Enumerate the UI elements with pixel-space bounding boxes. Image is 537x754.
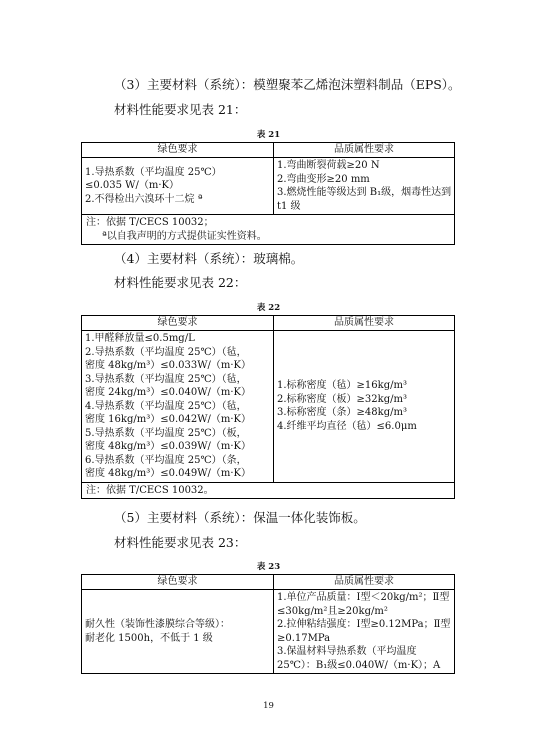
table-23-intro: 材料性能要求见表 23：	[114, 535, 247, 550]
table-22-green-line: 密度 16kg/m³）≤0.042W/（m·K）	[85, 414, 252, 425]
section-5-heading: （5）主要材料（系统）：保温一体化装饰板。	[114, 510, 366, 525]
table-23-quality-line: 1.单位产品质量：Ⅰ型＜20kg/m²；Ⅱ型	[277, 592, 450, 603]
section-3-heading: （3）主要材料（系统）：模塑聚苯乙烯泡沫塑料制品（EPS）。	[114, 77, 461, 92]
table-21-quality-line: t1 级	[277, 200, 301, 212]
table-21-quality-line: 2.弯曲变形≥20 mm	[277, 173, 370, 185]
table-21-green-line: 2.不得检出六溴环十二烷 ª	[85, 193, 203, 205]
section-4-heading: （4）主要材料（系统）：玻璃棉。	[114, 251, 304, 266]
table-22-green-line: 1.甲醛释放量≤0.5mg/L	[85, 333, 195, 344]
table-23-caption: 表 23	[256, 562, 281, 572]
table-21-header-quality: 品质属性要求	[274, 143, 455, 158]
table-23-green-line: 耐老化 1500h，不低于 1 级	[85, 632, 213, 644]
table-22-quality-line: 3.标称密度（条）≥48kg/m³	[277, 407, 407, 419]
table-21-green-cell	[82, 158, 274, 215]
table-21-note-footnote: ª以自我声明的方式提供证实性资料。	[102, 230, 267, 242]
table-21	[81, 142, 455, 245]
table-23-green-line: 耐久性（装饰性漆膜综合等级）：	[85, 619, 230, 630]
table-21-note-line: 注：依据 T/CECS 10032；	[86, 217, 214, 228]
table-22-green-line: 3.导热系数（平均温度 25℃）（毡，	[85, 373, 247, 385]
table-23-quality-cell	[274, 590, 455, 674]
table-22-green-line: 密度 48kg/m³）≤0.049W/（m·K）	[85, 468, 252, 479]
table-23-header-quality: 品质属性要求	[274, 575, 455, 590]
table-23	[81, 574, 455, 674]
table-22	[81, 315, 455, 499]
table-22-green-line: 密度 48kg/m³）≤0.033W/（m·K）	[85, 360, 252, 371]
table-23-header-green: 绿色要求	[82, 575, 274, 590]
table-22-green-line: 5.导热系数（平均温度 25℃）（板，	[85, 427, 247, 439]
table-21-quality-line: 1.弯曲断裂荷载≥20 N	[277, 160, 380, 171]
table-21-intro: 材料性能要求见表 21：	[114, 102, 247, 117]
table-22-green-line: 密度 48kg/m³）≤0.039W/（m·K）	[85, 441, 252, 452]
table-23-quality-line: ≥0.17MPa	[277, 632, 331, 644]
table-22-green-line: 6.导热系数（平均温度 25℃）（条，	[85, 454, 247, 466]
table-22-green-line: 密度 24kg/m³）≤0.040W/（m·K）	[85, 387, 252, 398]
table-23-quality-line: 25℃）：B₁级≤0.040W/（m·K）；A	[277, 659, 441, 671]
table-22-caption: 表 22	[256, 303, 281, 313]
table-22-quality-cell	[274, 331, 455, 483]
table-22-note: 注：依据 T/CECS 10032。	[82, 482, 455, 499]
table-21-quality-line: 3.燃烧性能等级达到 B₁级，烟毒性达到	[277, 187, 452, 198]
table-22-header-green: 绿色要求	[82, 316, 274, 331]
table-22-header-quality: 品质属性要求	[274, 316, 455, 331]
table-23-quality-line: ≤30kg/m²且≥20kg/m²	[277, 605, 388, 617]
table-21-green-line: ≤0.035 W/（m·K）	[85, 180, 179, 192]
table-23-green-cell	[82, 590, 274, 674]
page-number: 19	[263, 701, 274, 711]
table-21-note	[82, 215, 455, 245]
table-22-green-line: 2.导热系数（平均温度 25℃）（毡，	[85, 346, 247, 358]
table-22-quality-line: 2.标称密度（板）≥32kg/m³	[277, 393, 407, 405]
table-23-quality-line: 3.保温材料导热系数（平均温度	[277, 646, 417, 657]
table-22-intro: 材料性能要求见表 22：	[114, 275, 247, 290]
table-22-green-line: 4.导热系数（平均温度 25℃）（毡，	[85, 400, 247, 412]
table-21-header-green: 绿色要求	[82, 143, 274, 158]
table-22-quality-line: 1.标称密度（毡）≥16kg/m³	[277, 380, 407, 392]
table-23-quality-line: 2.拉伸粘结强度：Ⅰ型≥0.12MPa；Ⅱ型	[277, 619, 451, 630]
table-21-caption: 表 21	[256, 130, 281, 140]
table-22-green-cell	[82, 331, 274, 483]
table-22-quality-line: 4.纤维平均直径（毡）≤6.0μm	[277, 420, 417, 432]
table-21-quality-cell	[274, 158, 455, 215]
table-21-green-line: 1.导热系数（平均温度 25℃）	[85, 166, 222, 178]
